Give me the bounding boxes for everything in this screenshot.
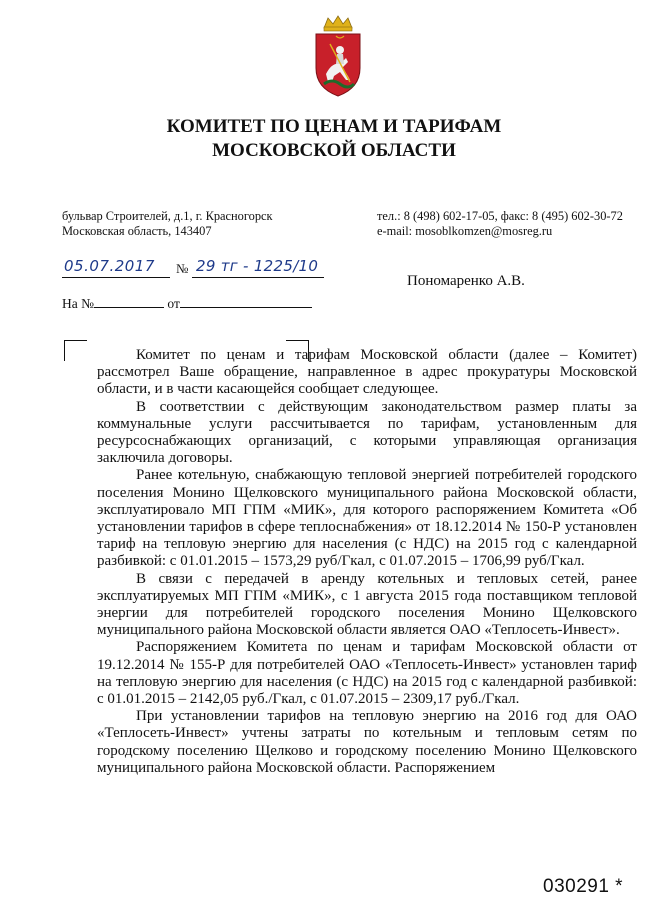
address-region: Московская область, 143407 [62,224,212,238]
email: e-mail: mosoblkomzen@mosreg.ru [377,224,553,238]
number-label: № [176,261,189,276]
handwritten-date: 05.07.2017 [64,257,155,275]
paragraph-5: Распоряжением Комитета по ценам и тарифам Московской области от 19.12.2014 № 155-Р для потребителей ОАО «Теплосеть-Инвест» установлен тариф на тепловую энергию для населения (с НДС) на 2015 год с календарной разбивкой: с 01.01.2015 – 2142,05 руб./Гкал, с 01.07.2015 – 2309,17 руб./Гкал. [97,639,637,708]
na-label: На № [62,296,94,311]
phone-fax: тел.: 8 (498) 602-17-05, факс: 8 (495) 602-30-72 [377,209,623,223]
contact-info [377,209,623,239]
address-corner-left [64,340,87,361]
recipient-name: Пономаренко А.В. [407,273,525,289]
paragraph-2: В соответствии с действующим законодательством размер платы за коммунальные услуги рассчитывается по тарифам, установленным для ресурсоснабжающих организаций, с которыми управляющая организация заключила договоры. [97,398,637,467]
outgoing-date-number [62,256,324,280]
committee-title-line1: КОМИТЕТ ПО ЦЕНАМ И ТАРИФАМ [166,116,502,137]
date-underline [62,277,170,278]
number-underline [192,277,324,278]
ot-label: от [167,296,180,311]
reference-line [62,295,312,312]
serial-number: 030291 * [543,876,624,897]
coat-of-arms-icon [310,14,366,98]
postal-address [62,209,273,239]
paragraph-3: Ранее котельную, снабжающую тепловой энергией потребителей городского поселения Монино Щелковского муниципального района Московской области, эксплуатировало МП ГПМ «МИК», для которого распоряжением Комитета «Об установлении тарифов в сфере теплоснабжения» от 18.12.2014 № 150-Р установлен тариф на тепловую энергию для населения (с НДС) на 2015 год с календарной разбивкой: с 01.01.2015 – 1573,29 руб/Гкал, с 01.07.2015 – 1706,99 руб/Гкал. [97,467,637,570]
address-street: бульвар Строителей, д.1, г. Красногорск [62,209,273,223]
na-blank [94,295,164,308]
ot-blank [180,295,312,308]
letter-body [97,347,637,777]
handwritten-number: 29 тг - 1225/10 [196,257,319,275]
paragraph-4: В связи с передачей в аренду котельных и тепловых сетей, ранее эксплуатируемых МП ГПМ «МИК», с 1 августа 2015 года поставщиком тепловой энергии для потребителей городского поселения Монино Щелковского муниципального района Московской области является ОАО «Теплосеть-Инвест». [97,570,637,639]
paragraph-1: Комитет по ценам и тарифам Московской области (далее – Комитет) рассмотрел Ваше обращение, направленное в адрес прокуратуры Московской области, и в части касающейся сообщает следующее. [97,347,637,398]
committee-title-line2: МОСКОВСКОЙ ОБЛАСТИ [212,140,456,161]
paragraph-6: При установлении тарифов на тепловую энергию на 2016 год для ОАО «Теплосеть-Инвест» учтены затраты по котельным и тепловым сетям по городскому поселению Щелково и городскому поселению Монино Щелковского муниципального района Московской области. Распоряжением [97,708,637,776]
